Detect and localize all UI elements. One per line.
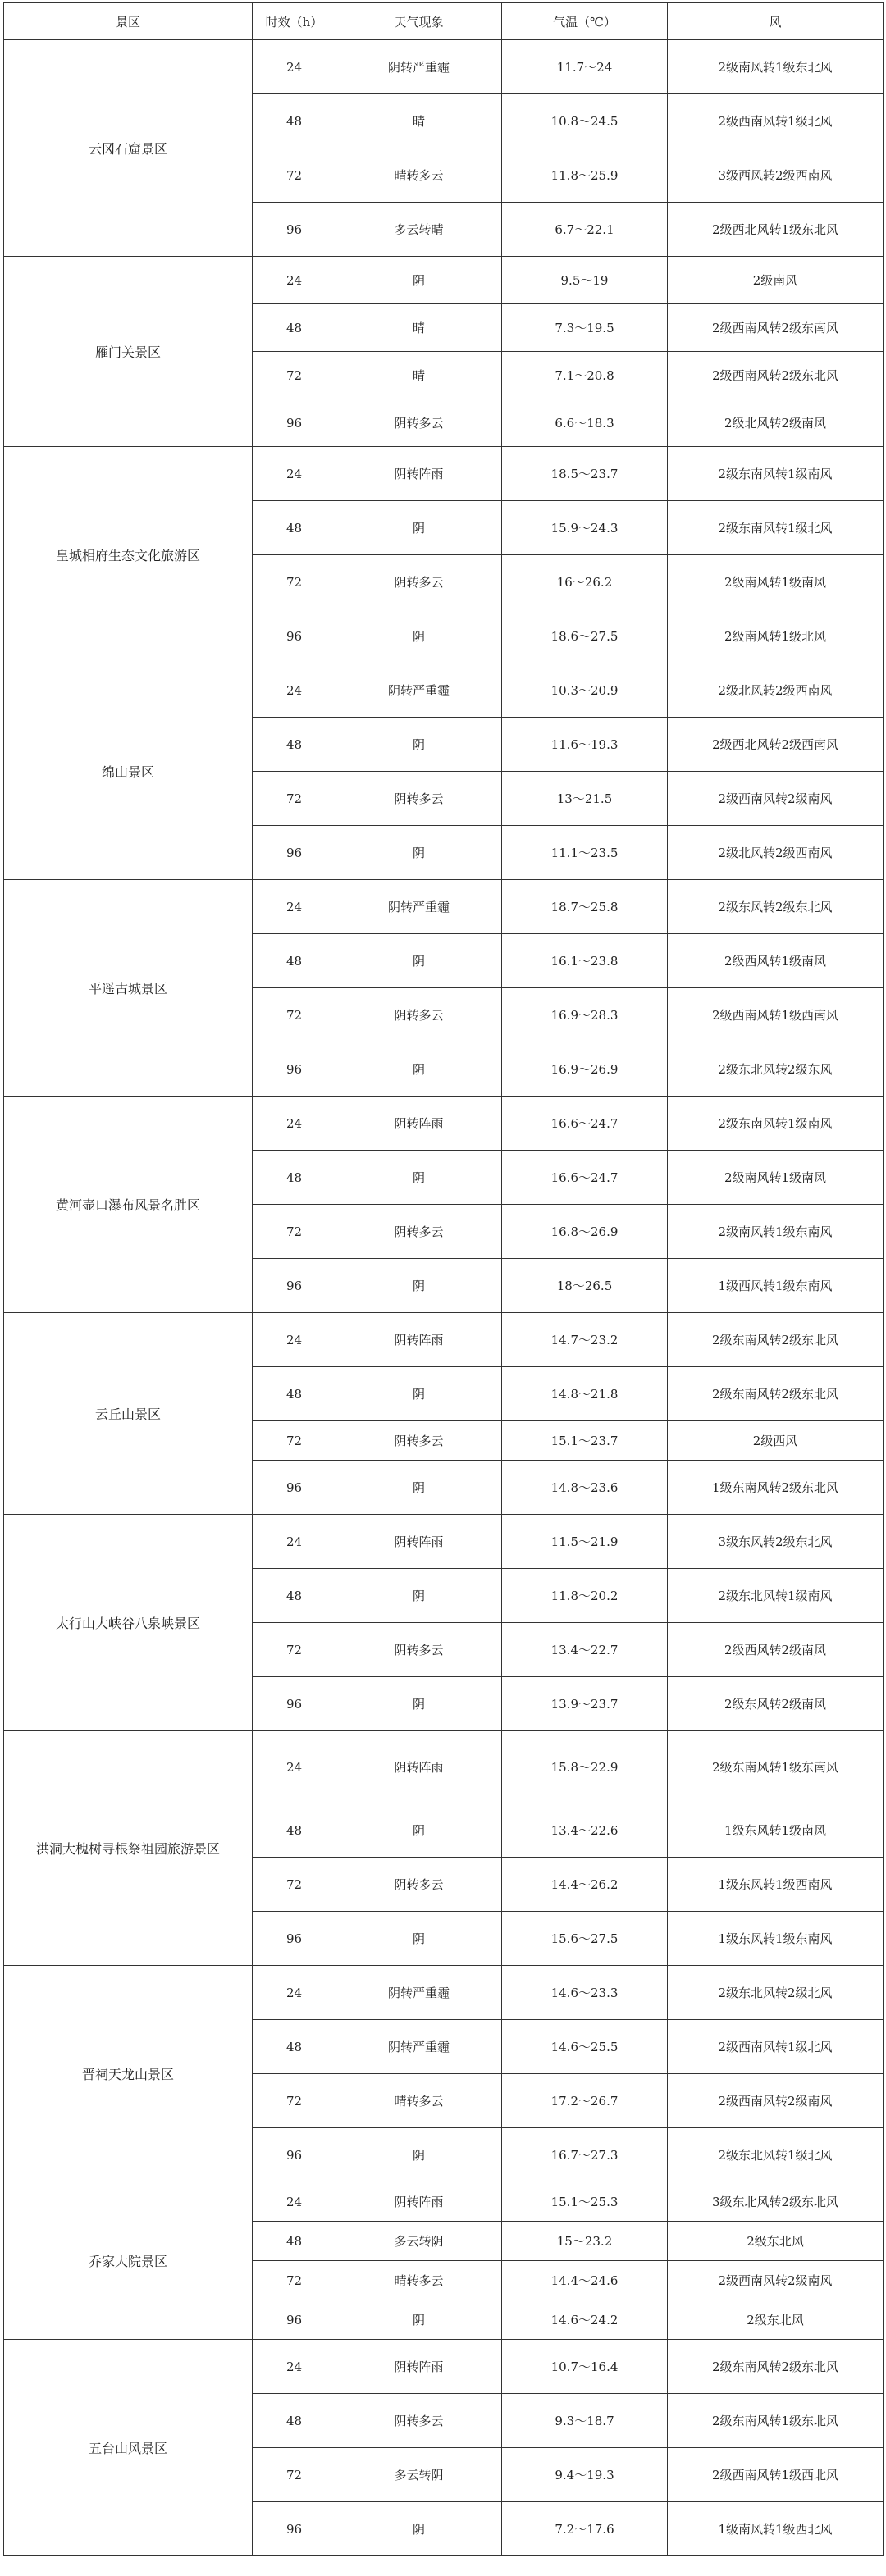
hours-cell: 24: [253, 1515, 336, 1569]
hours-cell: 48: [253, 1803, 336, 1858]
wind-cell: 3级西风转2级西南风: [668, 148, 884, 203]
hours-cell: 72: [253, 555, 336, 609]
weather-cell: 阴转阵雨: [336, 1515, 502, 1569]
spot-name-cell: 云冈石窟景区: [4, 40, 253, 257]
hours-cell: 24: [253, 1097, 336, 1151]
temp-cell: 14.7～23.2: [502, 1313, 668, 1367]
wind-cell: 2级北风转2级西南风: [668, 663, 884, 718]
temp-cell: 16～26.2: [502, 555, 668, 609]
weather-cell: 阴转多云: [336, 1205, 502, 1259]
wind-cell: 2级东北风: [668, 2300, 884, 2340]
weather-cell: 阴转多云: [336, 2394, 502, 2448]
wind-cell: 2级南风: [668, 257, 884, 304]
wind-cell: 2级东南风转2级东北风: [668, 2340, 884, 2394]
hours-cell: 96: [253, 1677, 336, 1731]
weather-cell: 阴: [336, 1259, 502, 1313]
weather-cell: 阴转严重霾: [336, 880, 502, 934]
weather-cell: 阴转阵雨: [336, 1731, 502, 1803]
hours-cell: 96: [253, 2300, 336, 2340]
temp-cell: 13～21.5: [502, 772, 668, 826]
hours-cell: 48: [253, 304, 336, 352]
header-weather: 天气现象: [336, 3, 502, 40]
hours-cell: 24: [253, 1966, 336, 2020]
weather-cell: 阴: [336, 2300, 502, 2340]
hours-cell: 24: [253, 257, 336, 304]
spot-name-cell: 太行山大峡谷八泉峡景区: [4, 1515, 253, 1731]
hours-cell: 72: [253, 352, 336, 399]
wind-cell: 2级西南风转2级南风: [668, 772, 884, 826]
wind-cell: 2级西北风转1级东北风: [668, 203, 884, 257]
temp-cell: 15.6～27.5: [502, 1912, 668, 1966]
weather-cell: 阴: [336, 501, 502, 555]
weather-cell: 阴转阵雨: [336, 2340, 502, 2394]
hours-cell: 96: [253, 1912, 336, 1966]
wind-cell: 1级东风转1级东南风: [668, 1912, 884, 1966]
temp-cell: 11.1～23.5: [502, 826, 668, 880]
temp-cell: 16.8～26.9: [502, 1205, 668, 1259]
table-row: [4, 2340, 884, 2394]
weather-cell: 晴: [336, 94, 502, 148]
hours-cell: 72: [253, 1858, 336, 1912]
hours-cell: 48: [253, 1569, 336, 1623]
weather-cell: 阴转严重霾: [336, 1966, 502, 2020]
temp-cell: 15.8～22.9: [502, 1731, 668, 1803]
weather-cell: 阴: [336, 1151, 502, 1205]
hours-cell: 96: [253, 2128, 336, 2182]
wind-cell: 2级西南风转1级西北风: [668, 2448, 884, 2502]
table-row: [4, 447, 884, 501]
weather-cell: 阴转阵雨: [336, 1313, 502, 1367]
table-row: [4, 1313, 884, 1367]
hours-cell: 96: [253, 1042, 336, 1097]
wind-cell: 2级东南风转1级北风: [668, 501, 884, 555]
table-row: [4, 1966, 884, 2020]
wind-cell: 2级东风转2级南风: [668, 1677, 884, 1731]
hours-cell: 48: [253, 2020, 336, 2074]
temp-cell: 7.2～17.6: [502, 2502, 668, 2556]
hours-cell: 72: [253, 1421, 336, 1461]
hours-cell: 24: [253, 40, 336, 94]
wind-cell: 2级东南风转1级南风: [668, 1097, 884, 1151]
temp-cell: 16.6～24.7: [502, 1097, 668, 1151]
temp-cell: 11.7～24: [502, 40, 668, 94]
wind-cell: 2级西南风转2级东南风: [668, 304, 884, 352]
temp-cell: 15.9～24.3: [502, 501, 668, 555]
hours-cell: 96: [253, 2502, 336, 2556]
weather-cell: 阴: [336, 1042, 502, 1097]
wind-cell: 2级东南风转1级东北风: [668, 2394, 884, 2448]
temp-cell: 18.7～25.8: [502, 880, 668, 934]
hours-cell: 24: [253, 447, 336, 501]
temp-cell: 11.5～21.9: [502, 1515, 668, 1569]
wind-cell: 2级东北风转2级东风: [668, 1042, 884, 1097]
header-row: [4, 3, 884, 40]
weather-cell: 阴: [336, 1803, 502, 1858]
spot-name-cell: 乔家大院景区: [4, 2182, 253, 2340]
wind-cell: 2级北风转2级西南风: [668, 826, 884, 880]
weather-cell: 多云转晴: [336, 203, 502, 257]
weather-cell: 阴: [336, 609, 502, 663]
hours-cell: 24: [253, 1731, 336, 1803]
temp-cell: 6.6～18.3: [502, 399, 668, 447]
weather-cell: 晴转多云: [336, 148, 502, 203]
hours-cell: 48: [253, 2222, 336, 2261]
temp-cell: 18.6～27.5: [502, 609, 668, 663]
table-row: [4, 880, 884, 934]
temp-cell: 14.6～25.5: [502, 2020, 668, 2074]
weather-cell: 阴: [336, 1677, 502, 1731]
wind-cell: 1级东风转1级西南风: [668, 1858, 884, 1912]
weather-cell: 晴转多云: [336, 2261, 502, 2300]
wind-cell: 2级东北风转1级北风: [668, 2128, 884, 2182]
temp-cell: 11.8～25.9: [502, 148, 668, 203]
temp-cell: 11.6～19.3: [502, 718, 668, 772]
spot-name-cell: 雁门关景区: [4, 257, 253, 447]
weather-cell: 阴转多云: [336, 772, 502, 826]
hours-cell: 72: [253, 988, 336, 1042]
hours-cell: 48: [253, 1367, 336, 1421]
temp-cell: 13.4～22.6: [502, 1803, 668, 1858]
scenic-forecast-table: [3, 2, 884, 2556]
spot-name-cell: 云丘山景区: [4, 1313, 253, 1515]
temp-cell: 7.3～19.5: [502, 304, 668, 352]
hours-cell: 96: [253, 1259, 336, 1313]
table-row: [4, 1731, 884, 1803]
temp-cell: 16.7～27.3: [502, 2128, 668, 2182]
wind-cell: 2级东北风转2级北风: [668, 1966, 884, 2020]
hours-cell: 72: [253, 2448, 336, 2502]
weather-cell: 晴: [336, 352, 502, 399]
header-spot: 景区: [4, 3, 253, 40]
wind-cell: 2级西南风转1级北风: [668, 2020, 884, 2074]
wind-cell: 2级西风转1级南风: [668, 934, 884, 988]
weather-cell: 阴: [336, 718, 502, 772]
weather-cell: 阴: [336, 1569, 502, 1623]
weather-cell: 阴转多云: [336, 988, 502, 1042]
wind-cell: 2级东南风转1级南风: [668, 447, 884, 501]
temp-cell: 10.7～16.4: [502, 2340, 668, 2394]
weather-cell: 阴: [336, 826, 502, 880]
temp-cell: 13.9～23.7: [502, 1677, 668, 1731]
wind-cell: 3级东北风转2级东北风: [668, 2182, 884, 2222]
hours-cell: 48: [253, 718, 336, 772]
wind-cell: 1级东南风转2级东北风: [668, 1461, 884, 1515]
header-hours: 时效（h）: [253, 3, 336, 40]
wind-cell: 2级西风: [668, 1421, 884, 1461]
table-body: [4, 40, 884, 2556]
spot-name-cell: 晋祠天龙山景区: [4, 1966, 253, 2182]
temp-cell: 18.5～23.7: [502, 447, 668, 501]
weather-cell: 阴转严重霾: [336, 40, 502, 94]
temp-cell: 17.2～26.7: [502, 2074, 668, 2128]
wind-cell: 2级西南风转2级南风: [668, 2074, 884, 2128]
hours-cell: 96: [253, 203, 336, 257]
temp-cell: 6.7～22.1: [502, 203, 668, 257]
wind-cell: 2级西南风转2级东北风: [668, 352, 884, 399]
weather-cell: 晴: [336, 304, 502, 352]
temp-cell: 15～23.2: [502, 2222, 668, 2261]
weather-cell: 多云转阴: [336, 2448, 502, 2502]
spot-name-cell: 黄河壶口瀑布风景名胜区: [4, 1097, 253, 1313]
hours-cell: 48: [253, 2394, 336, 2448]
wind-cell: 2级西风转2级南风: [668, 1623, 884, 1677]
temp-cell: 16.9～26.9: [502, 1042, 668, 1097]
wind-cell: 2级南风转1级东北风: [668, 40, 884, 94]
table-row: [4, 1097, 884, 1151]
hours-cell: 72: [253, 772, 336, 826]
hours-cell: 48: [253, 1151, 336, 1205]
wind-cell: 2级西南风转2级南风: [668, 2261, 884, 2300]
wind-cell: 2级东南风转2级东北风: [668, 1313, 884, 1367]
hours-cell: 96: [253, 826, 336, 880]
hours-cell: 72: [253, 1623, 336, 1677]
temp-cell: 14.8～23.6: [502, 1461, 668, 1515]
hours-cell: 72: [253, 2261, 336, 2300]
weather-cell: 阴转多云: [336, 399, 502, 447]
wind-cell: 3级东风转2级东北风: [668, 1515, 884, 1569]
spot-name-cell: 洪洞大槐树寻根祭祖园旅游景区: [4, 1731, 253, 1966]
hours-cell: 48: [253, 501, 336, 555]
hours-cell: 96: [253, 399, 336, 447]
weather-cell: 阴: [336, 2502, 502, 2556]
weather-cell: 阴: [336, 2128, 502, 2182]
temp-cell: 10.8～24.5: [502, 94, 668, 148]
weather-cell: 阴: [336, 934, 502, 988]
weather-cell: 阴转阵雨: [336, 447, 502, 501]
hours-cell: 24: [253, 1313, 336, 1367]
spot-name-cell: 皇城相府生态文化旅游区: [4, 447, 253, 663]
wind-cell: 1级南风转1级西北风: [668, 2502, 884, 2556]
wind-cell: 2级东风转2级东北风: [668, 880, 884, 934]
hours-cell: 72: [253, 148, 336, 203]
hours-cell: 24: [253, 880, 336, 934]
temp-cell: 7.1～20.8: [502, 352, 668, 399]
weather-cell: 阴转阵雨: [336, 2182, 502, 2222]
wind-cell: 2级南风转1级东南风: [668, 1205, 884, 1259]
wind-cell: 2级东北风: [668, 2222, 884, 2261]
wind-cell: 2级南风转1级北风: [668, 609, 884, 663]
weather-cell: 晴转多云: [336, 2074, 502, 2128]
wind-cell: 2级西南风转1级西南风: [668, 988, 884, 1042]
temp-cell: 16.6～24.7: [502, 1151, 668, 1205]
header-temp: 气温（℃）: [502, 3, 668, 40]
wind-cell: 2级西北风转2级西南风: [668, 718, 884, 772]
temp-cell: 16.1～23.8: [502, 934, 668, 988]
table-row: [4, 663, 884, 718]
weather-cell: 阴: [336, 257, 502, 304]
hours-cell: 72: [253, 1205, 336, 1259]
hours-cell: 48: [253, 934, 336, 988]
header-wind: 风: [668, 3, 884, 40]
weather-cell: 阴转严重霾: [336, 2020, 502, 2074]
temp-cell: 11.8～20.2: [502, 1569, 668, 1623]
forecast-table-container: [3, 2, 884, 2556]
temp-cell: 15.1～25.3: [502, 2182, 668, 2222]
wind-cell: 1级东风转1级南风: [668, 1803, 884, 1858]
hours-cell: 24: [253, 2182, 336, 2222]
weather-cell: 阴转多云: [336, 1858, 502, 1912]
hours-cell: 96: [253, 609, 336, 663]
weather-cell: 阴转严重霾: [336, 663, 502, 718]
temp-cell: 10.3～20.9: [502, 663, 668, 718]
temp-cell: 16.9～28.3: [502, 988, 668, 1042]
spot-name-cell: 绵山景区: [4, 663, 253, 880]
temp-cell: 14.8～21.8: [502, 1367, 668, 1421]
table-row: [4, 2182, 884, 2222]
weather-cell: 阴: [336, 1367, 502, 1421]
hours-cell: 24: [253, 663, 336, 718]
temp-cell: 9.5～19: [502, 257, 668, 304]
temp-cell: 14.4～24.6: [502, 2261, 668, 2300]
temp-cell: 18～26.5: [502, 1259, 668, 1313]
temp-cell: 14.6～23.3: [502, 1966, 668, 2020]
weather-cell: 阴转多云: [336, 1623, 502, 1677]
table-row: [4, 40, 884, 94]
wind-cell: 2级东南风转1级东南风: [668, 1731, 884, 1803]
hours-cell: 48: [253, 94, 336, 148]
spot-name-cell: 五台山风景区: [4, 2340, 253, 2556]
wind-cell: 1级西风转1级东南风: [668, 1259, 884, 1313]
hours-cell: 96: [253, 1461, 336, 1515]
temp-cell: 9.4～19.3: [502, 2448, 668, 2502]
weather-cell: 阴转阵雨: [336, 1097, 502, 1151]
wind-cell: 2级东北风转1级南风: [668, 1569, 884, 1623]
temp-cell: 9.3～18.7: [502, 2394, 668, 2448]
table-row: [4, 257, 884, 304]
weather-cell: 阴转多云: [336, 555, 502, 609]
hours-cell: 72: [253, 2074, 336, 2128]
temp-cell: 14.4～26.2: [502, 1858, 668, 1912]
wind-cell: 2级南风转1级南风: [668, 1151, 884, 1205]
weather-cell: 阴: [336, 1461, 502, 1515]
table-row: [4, 1515, 884, 1569]
weather-cell: 多云转阴: [336, 2222, 502, 2261]
temp-cell: 14.6～24.2: [502, 2300, 668, 2340]
wind-cell: 2级南风转1级南风: [668, 555, 884, 609]
temp-cell: 13.4～22.7: [502, 1623, 668, 1677]
wind-cell: 2级北风转2级南风: [668, 399, 884, 447]
weather-cell: 阴: [336, 1912, 502, 1966]
weather-cell: 阴转多云: [336, 1421, 502, 1461]
spot-name-cell: 平遥古城景区: [4, 880, 253, 1097]
temp-cell: 15.1～23.7: [502, 1421, 668, 1461]
wind-cell: 2级东南风转2级东北风: [668, 1367, 884, 1421]
wind-cell: 2级西南风转1级北风: [668, 94, 884, 148]
hours-cell: 24: [253, 2340, 336, 2394]
